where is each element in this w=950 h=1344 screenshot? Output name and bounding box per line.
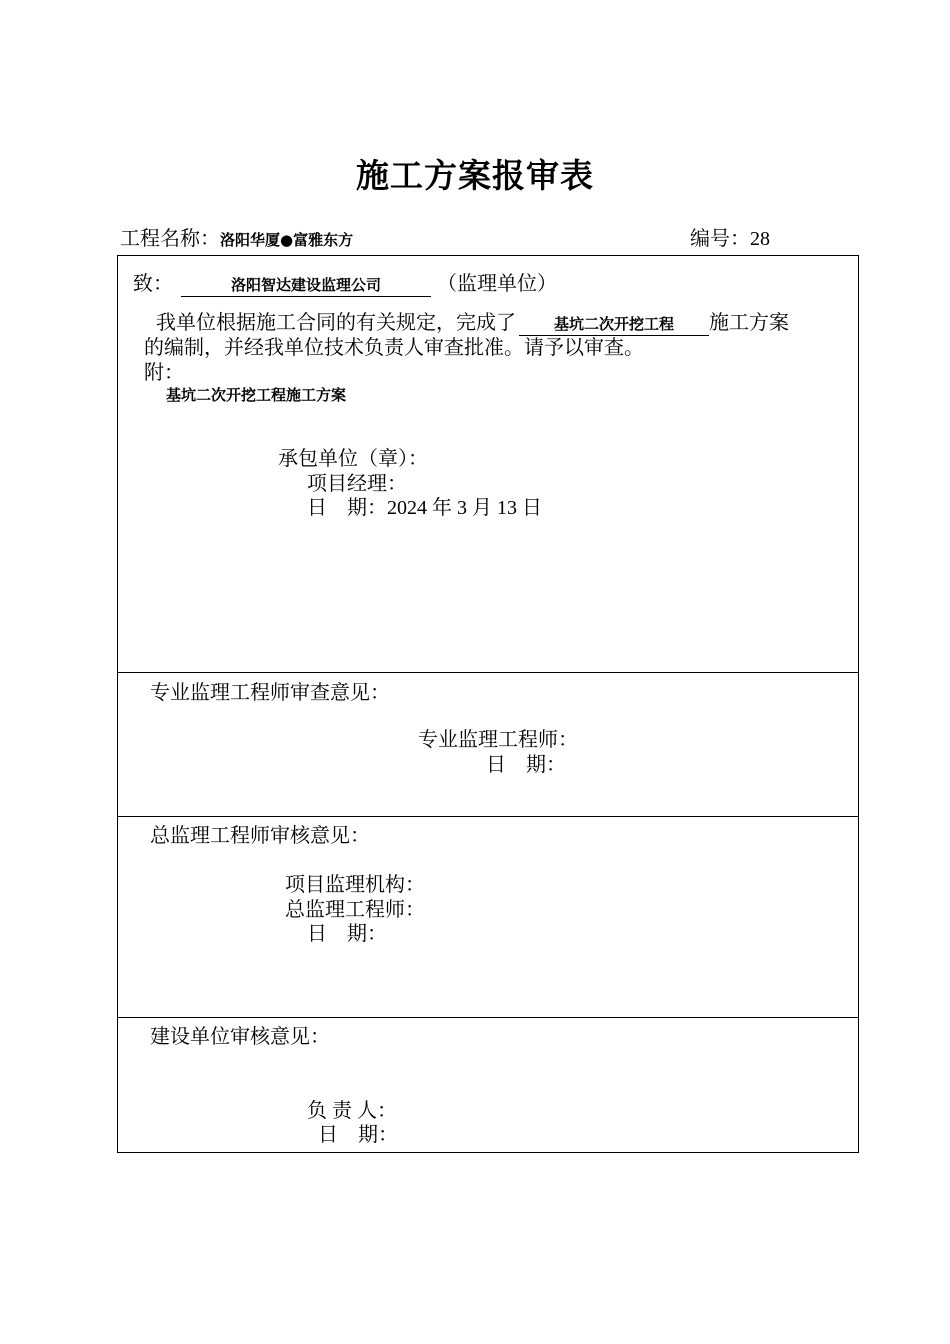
specialist-review-title: 专业监理工程师审查意见：: [150, 682, 390, 704]
review-form-table: [117, 255, 859, 1153]
owner-date-label: 日 期：: [318, 1124, 398, 1146]
document-number-label: 编号：: [690, 228, 750, 250]
specialist-engineer-label: 专业监理工程师：: [418, 729, 578, 751]
chief-date-label: 日 期：: [307, 923, 387, 945]
chief-review-title: 总监理工程师审核意见：: [150, 825, 370, 847]
submission-date-value: 2024 年 3 月 13 日: [387, 497, 542, 519]
addressee-line: [133, 267, 557, 297]
specialist-date-label: 日 期：: [486, 754, 566, 776]
statement-line2: 的编制，并经我单位技术负责人审查批准。请予以审查。: [144, 337, 644, 359]
document-number-value: 28: [750, 228, 770, 250]
work-item-name: 基坑二次开挖工程: [553, 315, 674, 333]
divider: [118, 1017, 858, 1018]
statement-part2: 施工方案: [709, 312, 789, 334]
document-number: [690, 222, 770, 251]
project-name-label: 工程名称：: [120, 228, 220, 250]
supervision-company: 洛阳智达建设监理公司: [230, 276, 381, 294]
owner-review-title: 建设单位审核意见：: [150, 1026, 330, 1048]
page-title: 施工方案报审表: [356, 159, 594, 195]
attachment-item: 基坑二次开挖工程施工方案: [166, 386, 347, 404]
submission-date-label: 日 期：: [307, 497, 387, 519]
statement-part1: 我单位根据施工合同的有关规定，完成了: [156, 312, 516, 334]
project-manager-label: 项目经理：: [307, 473, 407, 495]
divider: [118, 672, 858, 673]
supervision-org-label: 项目监理机构：: [285, 874, 425, 896]
addressee-suffix: （监理单位）: [437, 273, 557, 295]
addressee-label: 致：: [133, 273, 173, 295]
project-name-value: 洛阳华厦●富雅东方: [220, 231, 354, 249]
chief-engineer-label: 总监理工程师：: [285, 899, 425, 921]
project-name-row: [120, 222, 353, 251]
responsible-person-label: 负 责 人：: [307, 1100, 397, 1122]
attachment-label: 附：: [144, 362, 184, 384]
submission-date: [307, 491, 542, 520]
divider: [118, 816, 858, 817]
contractor-seal-label: 承包单位（章）：: [278, 448, 428, 470]
